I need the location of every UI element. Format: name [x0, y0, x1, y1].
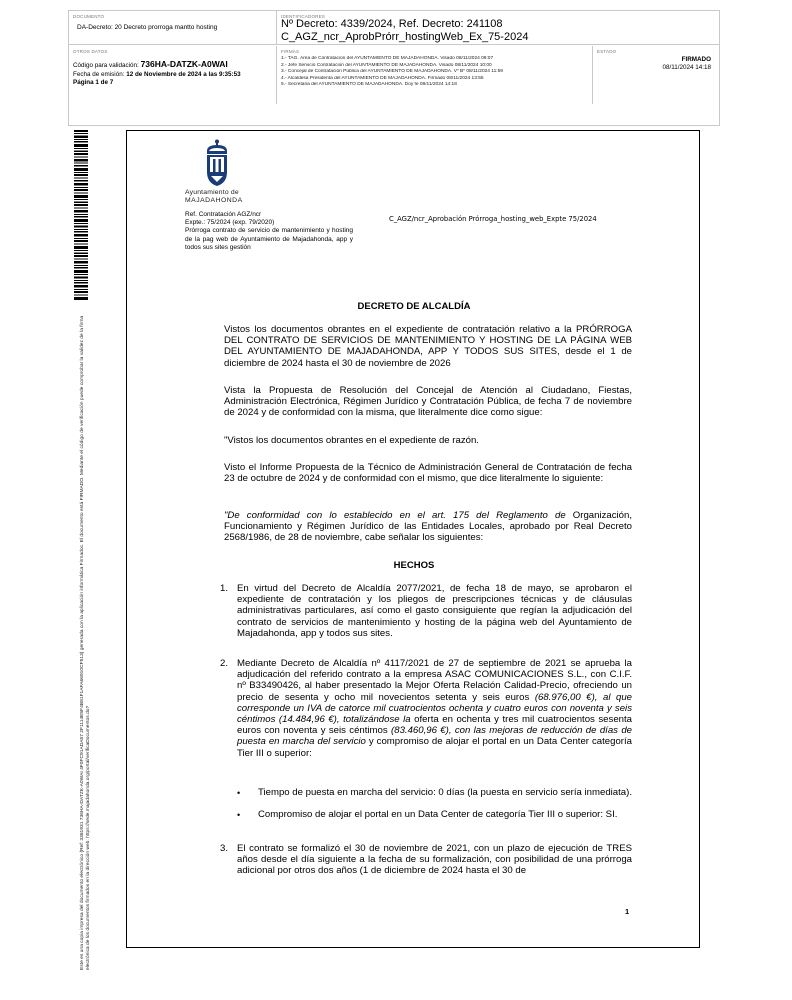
- item2-text-c: oferta en ochenta y tres mil cuatrocientos sesenta euros con noventa y seis céntimos: [237, 714, 632, 737]
- item2-text-b: (68.976,00 €), al que corresponde un IVA de catorce mil cuatrocientos ochenta y cuatro euros con noventa y seis céntimos (14.484,96 €), totalizándose la: [237, 691, 632, 726]
- list-item-number: 2.: [220, 658, 229, 669]
- paragraph-conformidad: [224, 510, 632, 544]
- documento-label: DOCUMENTO: [73, 14, 105, 19]
- firma-item: 2.- Jefe Servicio Contratacion del AYUNTAMIENTO DE MAJADAHONDA. Visado 08/11/2024 10:00: [281, 62, 492, 68]
- paragraph-vistos: Vistos los documentos obrantes en el expediente de contratación relativo a la PRÓRROGA DEL CONTRATO DE SERVICIOS DE MANTENIMIENTO Y HOSTING DE LA PÁGINA WEB DEL AYUNTAMIENTO DE MAJADAHONDA, APP Y TODOS SUS SITES, desde el 1 de diciembre de 2024 hasta el 30 de noviembre de 2026: [224, 324, 632, 369]
- ref-contratacion: Ref. Contratación AGZ/ncr: [185, 211, 262, 218]
- list-item-number: 3.: [220, 843, 229, 854]
- bullet-item-text: Compromiso de alojar el portal en un Data Center de categoría Tier III o superior: SI.: [258, 809, 618, 820]
- paragraph-propuesta: Vista la Propuesta de Resolución del Concejal de Atención al Ciudadano, Fiestas, Administración Electrónica, Régimen Jurídico y Contratación Pública, de fecha 7 de noviembre de 2024 y de conformidad con la misma, que literalmente dice como sigue:: [224, 385, 632, 419]
- list-item-text: En virtud del Decreto de Alcaldía 2077/2021, de fecha 18 de mayo, se aprobaron el expediente de contratación y los pliegos de prescripciones técnicas y de cláusulas administrativas particulares, así como el gasto consiguiente que regían la adjudicación del contrato de servicios de mantenimiento y hosting de la página web del Ayuntamiento de Majadahonda, app y todos sus sites.: [237, 583, 632, 639]
- firma-item: 3.- Concejal de Contratación Pública del AYUNTAMIENTO DE MAJADAHONDA. Vº Bº 08/11/2024 11:59: [281, 69, 503, 75]
- paragraph-informe: Visto el Informe Propuesta de la Técnico de Administración General de Contratación de fecha 23 de octubre de 2024 y de conformidad con el mismo, que dice literalmente lo siguiente:: [224, 462, 632, 485]
- metadata-row-top: [69, 11, 719, 45]
- list-item-number: 1.: [220, 583, 229, 594]
- firmas-cell: [277, 46, 593, 104]
- firmas-list: [281, 56, 589, 89]
- document-page: [126, 130, 700, 948]
- fecha-emision-prefix: Fecha de emisión:: [73, 71, 127, 78]
- list-item-text: [237, 658, 632, 759]
- documento-value: DA-Decreto: 20 Decreto prorroga mantto hosting: [77, 24, 218, 31]
- otros-datos-label: OTROS DATOS: [73, 49, 108, 54]
- coat-of-arms-icon: [202, 139, 232, 187]
- metadata-row-bottom: [69, 46, 719, 104]
- paragraph-quote-start: "Vistos los documentos obrantes en el expediente de razón.: [224, 435, 479, 446]
- ref-asunto: Prórroga contrato de servicio de mantenimiento y hosting de la pag web de Ayuntamiento de Majadahonda, app y todos sus sites gestión: [185, 227, 353, 251]
- item2-text-a: Mediante Decreto de Alcaldía nº 4117/2021 de 27 de septiembre de 2021 se aprueba la adjudicación del referido contrato a la empresa ASAC COMUNICACIONES S.L., con C.I.F. nº B33490426, al haber presentado la Mejor Oferta Relación Calidad-Precio, ofreciendo un precio de sesenta y ocho mil novecientos setenta y seis euros: [237, 658, 632, 703]
- estado-label: ESTADO: [597, 49, 617, 54]
- section-title-hechos: HECHOS: [393, 560, 435, 571]
- pagina-indicator: Página 1 de 7: [73, 79, 114, 86]
- documento-cell: [69, 11, 277, 44]
- codigo-validacion: [73, 59, 228, 69]
- identificadores-value: Nº Decreto: 4339/2024, Ref. Decreto: 241108 C_AGZ_ncr_AprobPrórr_hostingWeb_Ex_75-2024: [281, 18, 529, 43]
- fecha-emision: [73, 71, 241, 78]
- ref-expediente: Expte.: 75/2024 (exp. 79/2020): [185, 219, 275, 227]
- bullet-item-text: Tiempo de puesta en marcha del servicio: 0 días (la puesta en servicio sería inmediata).: [258, 787, 632, 798]
- reference-code: C_AGZ/ncr_Aprobación Prórroga_hosting_web_Expte 75/2024: [389, 215, 597, 223]
- codigo-validacion-value: 736HA-DATZK-A0WAI: [140, 59, 228, 69]
- logo-text-line1: Ayuntamiento de: [185, 189, 239, 196]
- estado-fecha: 08/11/2024 14:18: [662, 64, 711, 71]
- bullet-icon: •: [237, 788, 241, 798]
- barcode-icon: [74, 130, 88, 300]
- list-item-text: El contrato se formalizó el 30 de noviembre de 2021, con un plazo de ejecución de TRES años desde el día siguiente a la fecha de su formalización, con posibilidad de una prórroga adicional por otros dos años (1 de diciembre de 2024 hasta el 30 de: [237, 843, 632, 877]
- firma-item: 1.- TAG. Área de Contratacion del AYUNTAMIENTO DE MAJADAHONDA. Visado 08/11/2024 09:07: [281, 56, 494, 61]
- bullet-icon: •: [237, 810, 241, 820]
- page-title: DECRETO DE ALCALDÍA: [357, 301, 471, 312]
- estado-value: FIRMADO: [681, 56, 711, 63]
- page-number: 1: [625, 907, 630, 916]
- reference-block: [185, 211, 353, 252]
- item2-text-d: (83.460,96 €), con las mejoras de reducción de días de puesta en marcha del servicio: [237, 725, 632, 748]
- document-metadata-header: [68, 10, 720, 126]
- codigo-validacion-prefix: Código para validación:: [73, 62, 141, 69]
- paragraph-conformidad-italic: "De conformidad con lo establecido en el art. 175 del Reglamento de: [224, 510, 566, 521]
- logo-text-line2: MAJADAHONDA: [185, 197, 243, 204]
- otros-datos-cell: [69, 46, 277, 104]
- item2-text-e: y compromiso de alojar el portal en un Data Center categoría Tier III o superior:: [237, 736, 633, 759]
- firma-item: 4.- Alcaldesa Presidenta del AYUNTAMIENTO DE MAJADAHONDA. Firmado 08/11/2024 13:55: [281, 75, 484, 81]
- identificadores-label: IDENTIFICADORES: [281, 14, 326, 19]
- estado-cell: [593, 46, 719, 104]
- fecha-emision-value: 12 de Noviembre de 2024 a las 9:35:53: [126, 71, 241, 78]
- firmas-label: FIRMAS: [281, 49, 300, 54]
- firma-item: 5.- Secretaria del AYUNTAMIENTO DE MAJADAHONDA. Doy fe 08/11/2024 14:18: [281, 82, 457, 88]
- identificadores-cell: [277, 11, 719, 44]
- verification-side-text: Este es una copia impresa del documento electrónico (Ref: 3381931 736HA-DATZK-A0WAI 4F0FC91ADA57 2F1114E5F4B81F1AFA66910CF513) generada con la aplicación informática Firmadoc. El documento está FIRMADO. Mediante el código de verificación puede comprobar la validez de la firma electrónica de los documentos firmados en la dirección web: https://sede.majadahonda.org/portal/verificaDocumentos.do?: [80, 315, 91, 970]
- estado-box: [662, 56, 711, 72]
- paragraph-conformidad-rest: Organización, Funcionamiento y Régimen Jurídico de las Entidades Locales, aprobado por Real Decreto 2568/1986, de 28 de noviembre, cabe señalar los siguientes:: [224, 510, 633, 544]
